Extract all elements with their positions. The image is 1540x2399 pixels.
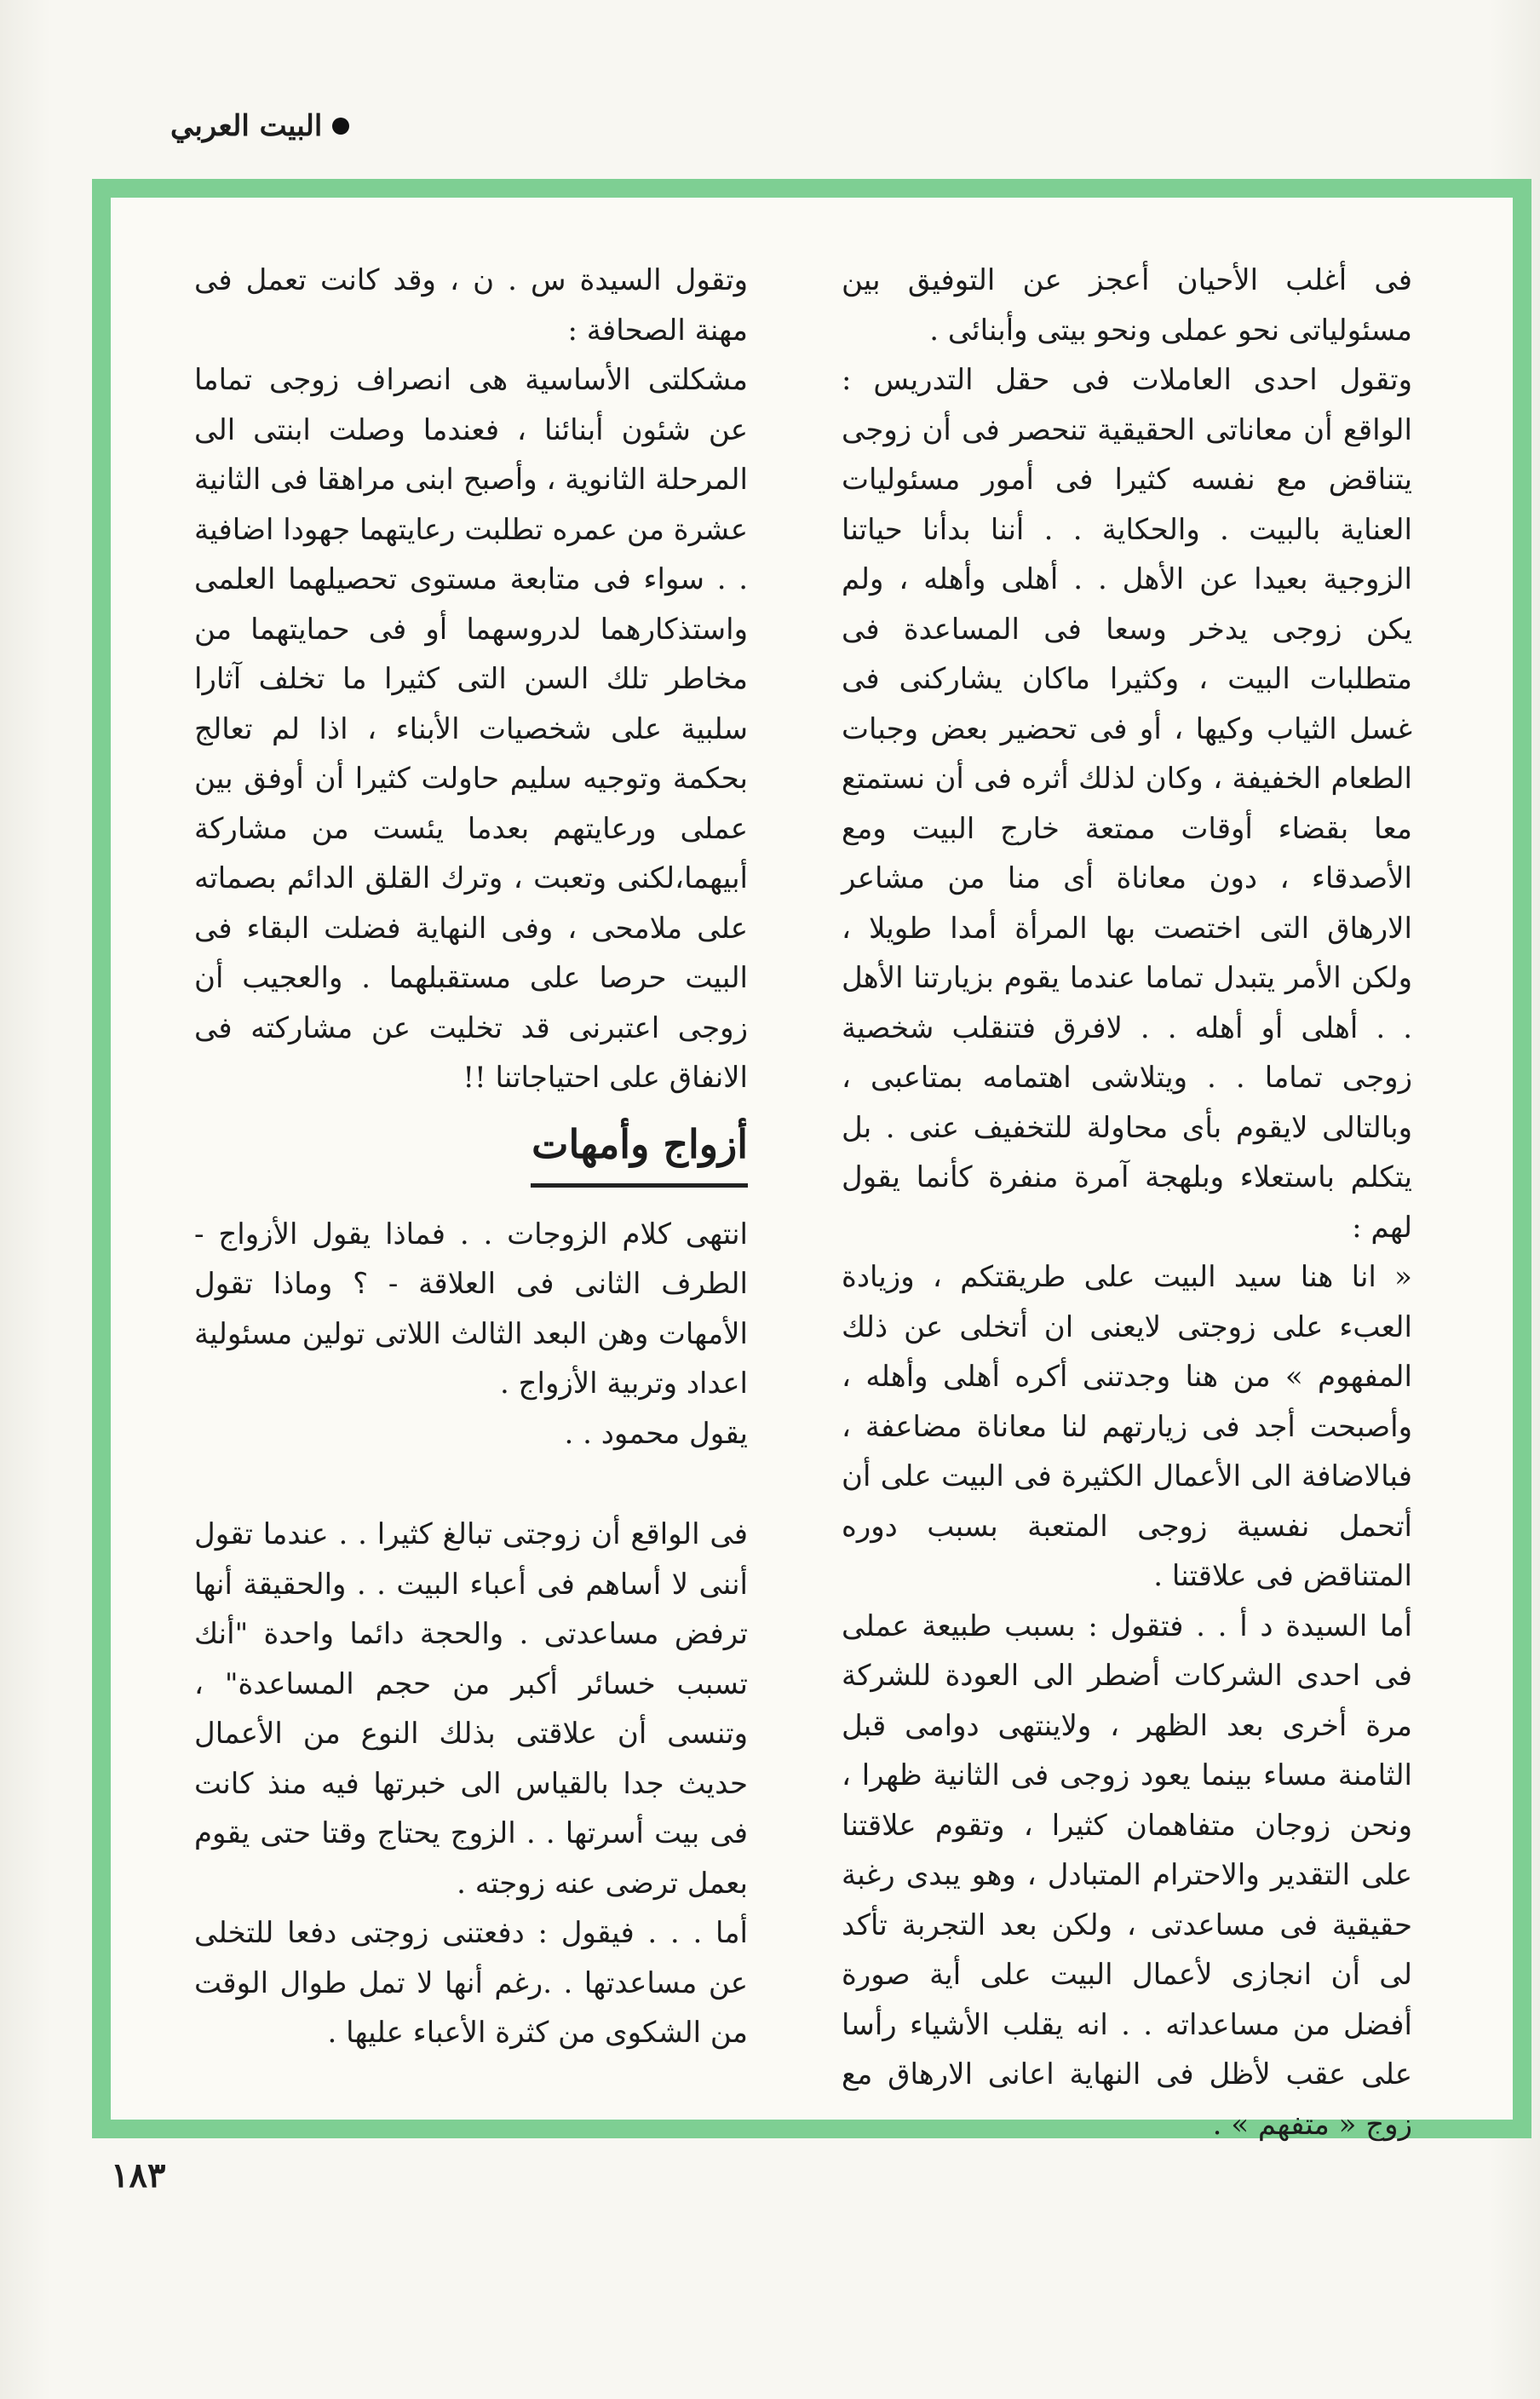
section-heading: أزواج وأمهات [531, 1119, 748, 1188]
right-column [842, 256, 1412, 2149]
paragraph: وتقول احدى العاملات فى حقل التدريس : الواقع أن معاناتى الحقيقية تنحصر فى أن زوجى يتناقض مع نفسه كثيرا فى أمور مسئوليات العناية بالبيت . والحكاية . . أننا بدأنا حياتنا الزوجية بعيدا عن الأهل . . أهلى وأهله ، ولم يكن زوجى يدخر وسعا فى المساعدة فى متطلبات البيت ، وكثيرا ماكان يشاركنى فى غسل الثياب وكيها ، أو فى تحضير بعض وجبات الطعام الخفيفة ، وكان لذلك أثره فى أن نستمتع معا بقضاء أوقات ممتعة خارج البيت ومع الأصدقاء ، دون معاناة أى منا من مشاعر الارهاق التى اختصت بها المرأة أمدا طويلا ، ولكن الأمر يتبدل تماما عندما يقوم بزيارتنا الأهل . . أهلى أو أهله . . لافرق فتنقلب شخصية زوجى تماما . . ويتلاشى اهتمامه بمتاعبى ، وبالتالى لايقوم بأى محاولة للتخفيف عنى . بل يتكلم باستعلاء وبلهجة آمرة منفرة كأنما يقول لهم : [842, 363, 1413, 1245]
paragraph-gap [194, 1458, 748, 1510]
paragraph: « انا هنا سيد البيت على طريقتكم ، وزيادة العبء على زوجتى لايعنى ان أتخلى عن ذلك المفهوم » من هنا وجدتنى أكره أهلى وأهله ، وأصبحت أجد فى زيارتهم لنا معاناة مضاعفة ، فبالاضافة الى الأعمال الكثيرة فى البيت على أن أتحمل نفسية زوجى المتعبة بسبب دوره المتناقض فى علاقتنا . [842, 1260, 1412, 1593]
paragraph: فى الواقع أن زوجتى تبالغ كثيرا . . عندما تقول أننى لا أساهم فى أعباء البيت . . والحقيقة أنها ترفض مساعدتى . والحجة دائما واحدة "أنك تسبب خسائر أكبر من حجم المساعدة" ، وتنسى أن علاقتى بذلك النوع من الأعمال حديث جدا بالقياس الى خبرتها فيه منذ كانت فى بيت أسرتها . . الزوج يحتاج وقتا حتى يقوم بعمل ترضى عنه زوجته . [194, 1517, 748, 1901]
paragraph: وتقول السيدة س . ن ، وقد كانت تعمل فى مهنة الصحافة : [194, 263, 748, 348]
paragraph: أما . . . فيقول : دفعتنى زوجتى دفعا للتخلى عن مساعدتها . .رغم أنها لا تمل طوال الوقت من الشكوى من كثرة الأعباء عليها . [194, 1916, 748, 2050]
paragraph: أما السيدة د أ . . فتقول : بسبب طبيعة عملى فى احدى الشركات أضطر الى العودة للشركة مرة أخرى بعد الظهر ، ولاينتهى دوامى قبل الثامنة مساء بينما يعود زوجى فى الثانية ظهرا ، ونحن زوجان متفاهمان كثيرا ، وتقوم علاقتنا على التقدير والاحترام المتبادل ، وهو يبدى رغبة حقيقية فى مساعدتى ، ولكن بعد التجربة تأكد لى أن انجازى لأعمال البيت على أية صورة أفضل من مساعداته . . انه يقلب الأشياء رأسا على عقب لأظل فى النهاية اعانى الارهاق مع زوج « متفهم » . [842, 1608, 1412, 2142]
page-number: ١٨٣ [111, 2155, 166, 2195]
paragraph: فى أغلب الأحيان أعجز عن التوفيق بين مسئولياتى نحو عملى ونحو بيتى وأبنائى . [842, 263, 1412, 348]
bullet-icon [332, 118, 349, 135]
paragraph: انتهى كلام الزوجات . . فماذا يقول الأزواج - الطرف الثانى فى العلاقة - ؟ وماذا تقول الأمهات وهن البعد الثالث اللاتى تولين مسئولية اعداد وتربية الأزواج . [194, 1217, 748, 1401]
paragraph: يقول محمود . . [564, 1416, 748, 1451]
paragraph: مشكلتى الأساسية هى انصراف زوجى تماما عن شئون أبنائنا ، فعندما وصلت ابنتى الى المرحلة الثانوية ، وأصبح ابنى مراهقا فى الثانية عشرة من عمره تطلبت رعايتهما جهودا اضافية . . سواء فى متابعة مستوى تحصيلهما العلمى واستذكارهما لدروسهما أو فى حمايتهما من مخاطر تلك السن التى كثيرا ما تخلف آثارا سلبية على شخصيات الأبناء ، اذا لم تعالج بحكمة وتوجيه سليم حاولت كثيرا أن أوفق بين عملى ورعايتهم بعدما يئست من مشاركة أبيهما،لكنى وتعبت ، وترك القلق الدائم بصماته على ملامحى ، وفى النهاية فضلت البقاء فى البيت حرصا على مستقبلهما . والعجيب أن زوجى اعتبرنى قد تخليت عن مشاركته فى الانفاق على احتياجاتنا !! [194, 363, 748, 1095]
left-column [194, 256, 748, 2058]
running-header [170, 109, 349, 143]
header-title: البيت العربي [170, 109, 323, 143]
